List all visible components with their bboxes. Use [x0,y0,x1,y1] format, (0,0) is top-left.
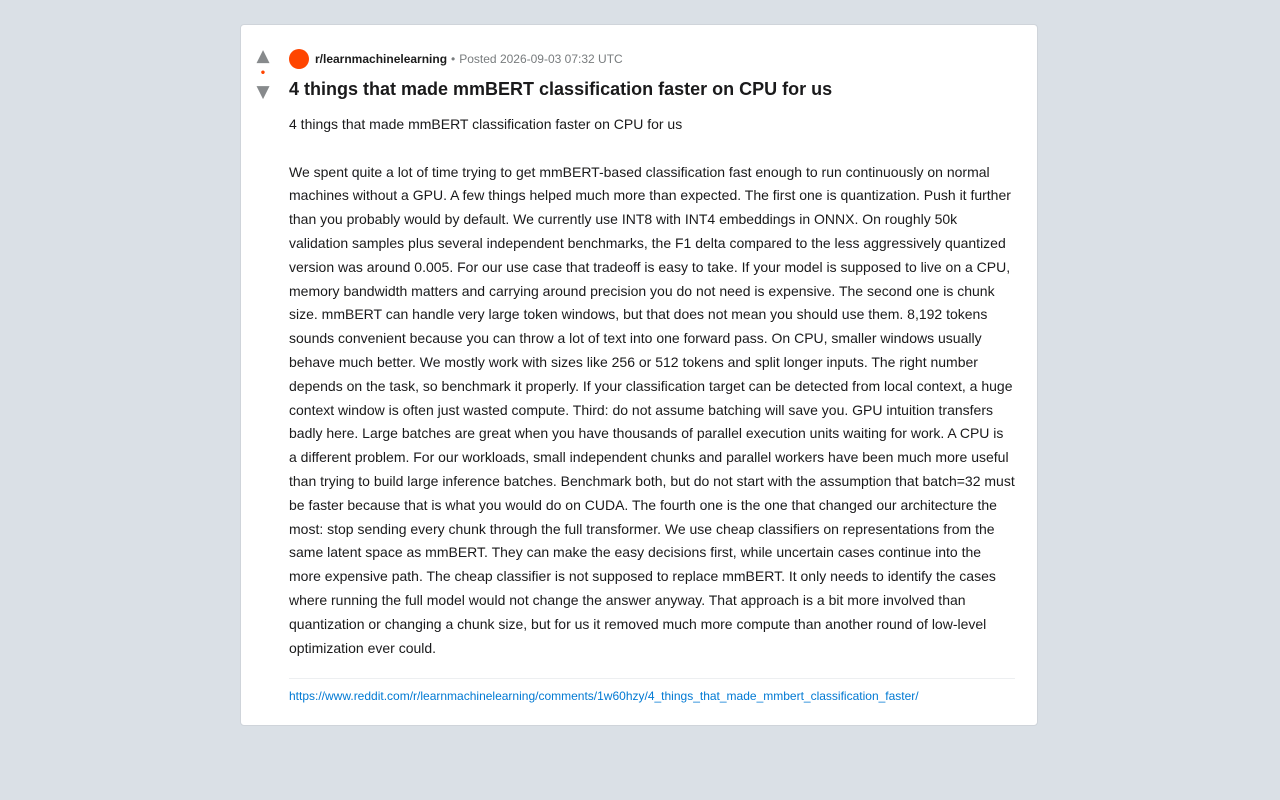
post-title[interactable]: 4 things that made mmBERT classification faster on CPU for us [289,79,833,99]
downvote-arrow-icon[interactable]: ▼ [256,82,270,102]
meta-separator: • [451,52,456,66]
subreddit-avatar-icon[interactable] [289,49,309,69]
post-card [240,24,1038,726]
post-body [289,113,1015,660]
upvote-arrow-icon[interactable]: ▲ [256,46,270,66]
post-permalink[interactable]: https://www.reddit.com/r/learnmachinelearning/comments/1w60hzy/4_things_that_made_mmbert_classification_faster/ [289,689,919,704]
post-meta [289,49,1015,69]
post-content [289,49,1015,704]
vote-score: • [259,68,267,79]
vote-column [241,47,285,101]
post-body-paragraph: We spent quite a lot of time trying to get mmBERT-based classification fast enough to run continuously on normal machines without a GPU. A few things helped much more than expected. The first one is quantization. Push it further than you probably would by default. We currently use INT8 with INT4 embeddings in ONNX. On roughly 50k validation samples plus several independent benchmarks, the F1 delta compared to the less aggressively quantized version was around 0.005. For our use case that tradeoff is easy to take. If your model is supposed to live on a CPU, memory bandwidth matters and carrying around precision you do not need is expensive. The second one is chunk size. mmBERT can handle very large token windows, but that does not mean you should use them. 8,192 tokens sounds convenient because you can throw a lot of text into one forward pass. On CPU, smaller windows usually behave much better. We mostly work with sizes like 256 or 512 tokens and split longer inputs. The right number depends on the task, so benchmark it properly. If your classification target can be detected from local context, a huge context window is often just wasted compute. Third: do not assume batching will save you. GPU intuition transfers badly here. Large batches are great when you have thousands of parallel execution units waiting for work. A CPU is a different problem. For our workloads, small independent chunks and parallel workers have been much more useful than trying to build large inference batches. Benchmark both, but do not start with the assumption that batch=32 must be faster because that is what you would do on CUDA. The fourth one is the one that changed our architecture the most: stop sending every chunk through the full transformer. We use cheap classifiers on representations from the same latent space as mmBERT. They can make the easy decisions first, while uncertain cases continue into the more expensive path. The cheap classifier is not supposed to replace mmBERT. It only needs to identify the cases where running the full model would not change the answer anyway. That approach is a bit more involved than quantization or changing a chunk size, but for us it removed much more compute than another round of low-level optimization ever could. [289,163,1015,656]
subreddit-link[interactable]: r/learnmachinelearning [315,52,448,66]
post-footer [289,678,1015,704]
post-body-paragraph: 4 things that made mmBERT classification faster on CPU for us [289,116,683,132]
post-timestamp: Posted 2026-09-03 07:32 UTC [459,52,623,66]
